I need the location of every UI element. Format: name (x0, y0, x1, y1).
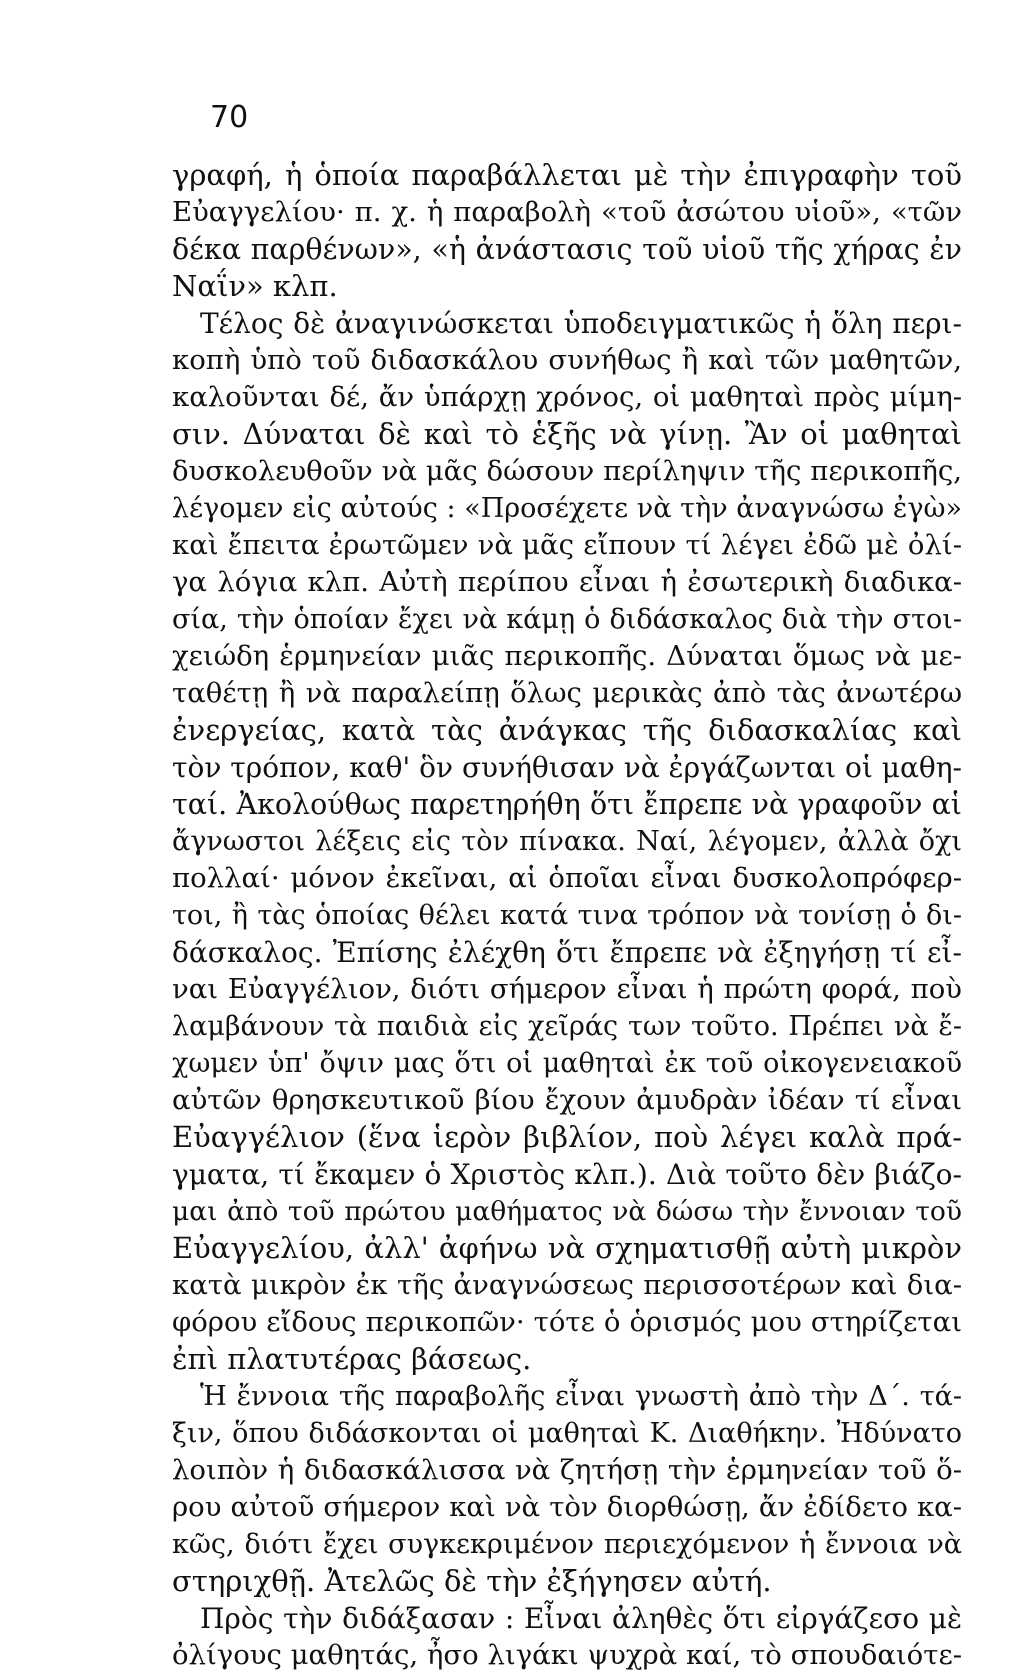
text-line: πολλαί· μόνον ἐκεῖναι, αἱ ὁποῖαι εἶναι δυσκολοπρόφερ- (172, 862, 962, 894)
text-line: Εὐαγγελίου· π. χ. ἡ παραβολὴ «τοῦ ἀσώτου υἱοῦ», «τῶν (172, 196, 962, 228)
text-line: ὀλίγους μαθητάς, ἦσο λιγάκι ψυχρὰ καί, τὸ σπουδαιότε- (172, 1639, 962, 1671)
text-line: γα λόγια κλπ. Αὐτὴ περίπου εἶναι ἡ ἐσωτερικὴ διαδικα- (172, 566, 962, 598)
text-line: ταθέτῃ ἢ νὰ παραλείπῃ ὅλως μερικὰς ἀπὸ τὰς ἀνωτέρω (172, 677, 962, 709)
text-line: στηριχθῇ. Ἀτελῶς δὲ τὴν ἐξήγησεν αὐτή. (172, 1564, 772, 1598)
text-line: Τέλος δὲ ἀναγινώσκεται ὑποδειγματικῶς ἡ ὅλη περι- (200, 307, 962, 340)
text-line: δυσκολευθοῦν νὰ μᾶς δώσουν περίληψιν τῆς περικοπῆς, (172, 455, 962, 487)
text-line: σιν. Δύναται δὲ καὶ τὸ ἑξῆς νὰ γίνῃ. Ἂν οἱ μαθηταὶ (172, 417, 962, 451)
text-line: Ναΐν» κλπ. (172, 269, 338, 303)
text-line: κοπὴ ὑπὸ τοῦ διδασκάλου συνήθως ἢ καὶ τῶν μαθητῶν, (172, 344, 962, 376)
text-line: καλοῦνται δέ, ἄν ὑπάρχῃ χρόνος, οἱ μαθηταὶ πρὸς μίμη- (172, 381, 962, 413)
text-line: Πρὸς τὴν διδάξασαν : Εἶναι ἀληθὲς ὅτι εἰργάζεσο μὲ (200, 1602, 962, 1635)
text-line: σία, τὴν ὁποίαν ἔχει νὰ κάμῃ ὁ διδάσκαλος διὰ τὴν στοι- (172, 604, 962, 635)
text-line: ναι Εὐαγγέλιον, διότι σήμερον εἶναι ἡ πρώτη φορά, ποὺ (172, 973, 962, 1005)
text-line: χωμεν ὑπ' ὄψιν μας ὅτι οἱ μαθηταὶ ἐκ τοῦ οἰκογενειακοῦ (172, 1048, 962, 1079)
text-line: τὸν τρόπον, καθ' ὃν συνήθισαν νὰ ἐργάζωνται οἱ μαθη- (172, 751, 962, 784)
text-line: Εὐαγγελίου, ἀλλ' ἀφήνω νὰ σχηματισθῇ αὐτὴ μικρὸν (172, 1231, 962, 1265)
text-line: δάσκαλος. Ἐπίσης ἐλέχθη ὅτι ἔπρεπε νὰ ἐξηγήσῃ τί εἶ- (172, 936, 962, 969)
text-line: λοιπὸν ἡ διδασκάλισσα νὰ ζητήσῃ τὴν ἑρμηνείαν τοῦ ὅ- (172, 1454, 962, 1486)
text-line: φόρου εἴδους περικοπῶν· τότε ὁ ὁρισμός μου στηρίζεται (172, 1306, 962, 1338)
text-line: ἐνεργείας, κατὰ τὰς ἀνάγκας τῆς διδασκαλίας καὶ (172, 713, 962, 747)
text-line: λαμβάνουν τὰ παιδιὰ εἰς χεῖράς των τοῦτο. Πρέπει νὰ ἔ- (172, 1011, 962, 1042)
text-line: καὶ ἔπειτα ἐρωτῶμεν νὰ μᾶς εἴπουν τί λέγει ἐδῶ μὲ ὀλί- (172, 529, 962, 561)
text-line: λέγομεν εἰς αὐτούς : «Προσέχετε νὰ τὴν ἀναγνώσω ἐγὼ» (172, 493, 962, 524)
text-line: δέκα παρθένων», «ἡ ἀνάστασις τοῦ υἱοῦ τῆς χήρας ἐν (172, 233, 962, 266)
text-line: χειώδη ἑρμηνείαν μιᾶς περικοπῆς. Δύναται ὅμως νὰ με- (172, 640, 962, 672)
text-line: ἄγνωστοι λέξεις εἰς τὸν πίνακα. Ναί, λέγομεν, ἀλλὰ ὄχι (172, 826, 962, 857)
page-number: 70 (210, 100, 249, 135)
text-line: ξιν, ὅπου διδάσκονται οἱ μαθηταὶ Κ. Διαθήκην. Ἠδύνατο (172, 1418, 962, 1449)
text-line: τοι, ἢ τὰς ὁποίας θέλει κατά τινα τρόπον νὰ τονίσῃ ὁ δι- (172, 900, 962, 931)
text-line: γματα, τί ἔκαμεν ὁ Χριστὸς κλπ.). Διὰ τοῦτο δὲν βιάζο- (172, 1158, 962, 1191)
text-line: γραφή, ἡ ὁποία παραβάλλεται μὲ τὴν ἐπιγραφὴν τοῦ (172, 158, 962, 192)
text-line: αὐτῶν θρησκευτικοῦ βίου ἔχουν ἀμυδρὰν ἰδέαν τί εἶναι (172, 1084, 962, 1116)
text-line: Εὐαγγέλιον (ἕνα ἱερὸν βιβλίον, ποὺ λέγει καλὰ πρά- (172, 1120, 962, 1154)
text-line: ἐπὶ πλατυτέρας βάσεως. (172, 1342, 532, 1376)
text-line: Ἡ ἔννοια τῆς παραβολῆς εἶναι γνωστὴ ἀπὸ τὴν Δ΄. τά- (200, 1381, 962, 1412)
text-line: ταί. Ἀκολούθως παρετηρήθη ὅτι ἔπρεπε νὰ γραφοῦν αἱ (172, 788, 962, 821)
body-text (172, 157, 962, 1674)
text-line: κατὰ μικρὸν ἐκ τῆς ἀναγνώσεως περισσοτέρων καὶ δια- (172, 1269, 962, 1301)
text-line: μαι ἀπὸ τοῦ πρώτου μαθήματος νὰ δώσω τὴν ἔννοιαν τοῦ (172, 1196, 962, 1227)
text-line: ρου αὐτοῦ σήμερον καὶ νὰ τὸν διορθώσῃ, ἄν ἐδίδετο κα- (172, 1491, 962, 1523)
text-line: κῶς, διότι ἔχει συγκεκριμένον περιεχόμενον ἡ ἔννοια νὰ (172, 1529, 962, 1560)
